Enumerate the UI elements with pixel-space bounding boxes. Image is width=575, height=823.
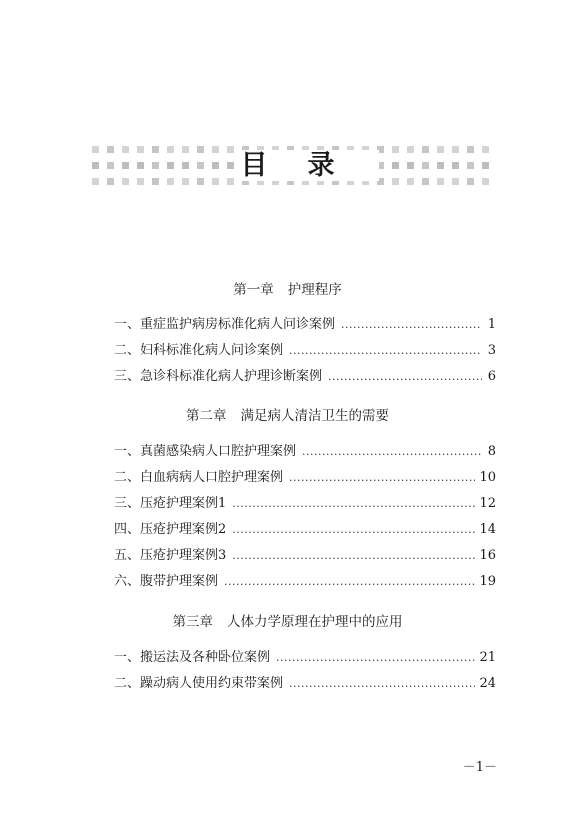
dot-leader (232, 546, 475, 566)
chapter-heading-1 (0, 280, 575, 300)
dot-leader (341, 315, 482, 335)
toc-entry-page: 12 (479, 496, 496, 511)
dot-leader (289, 674, 475, 694)
toc-entry[interactable] (114, 468, 496, 488)
toc-entry-page: 14 (479, 522, 496, 537)
chapter-heading-2 (0, 406, 575, 426)
toc-entry-label: 一、搬运法及各种卧位案例 (114, 650, 271, 665)
toc-entry-page: 24 (479, 676, 496, 691)
toc-entry-label: 三、压疮护理案例1 (114, 496, 227, 511)
toc-entry[interactable] (114, 546, 496, 566)
toc-banner (0, 140, 575, 192)
toc-entry[interactable] (114, 494, 496, 514)
dot-leader (224, 572, 475, 592)
chapter-heading-3 (0, 612, 575, 632)
toc-entry[interactable] (114, 442, 496, 462)
toc-entry-label: 四、压疮护理案例2 (114, 522, 227, 537)
toc-entry-page: 19 (479, 574, 496, 589)
toc-entry-page: 6 (487, 369, 496, 384)
toc-entry-page: 8 (487, 444, 496, 459)
toc-entry-label: 五、压疮护理案例3 (114, 548, 227, 563)
chapter-title: 满足病人清洁卫生的需要 (240, 408, 389, 424)
chapter-title: 人体力学原理在护理中的应用 (227, 614, 403, 630)
toc-entry-page: 1 (487, 317, 496, 332)
chapter-number: 第二章 (186, 408, 227, 424)
toc-entry[interactable] (114, 520, 496, 540)
dot-leader (289, 468, 475, 488)
dot-leader (232, 494, 475, 514)
toc-entry-label: 一、重症监护病房标准化病人问诊案例 (114, 317, 336, 332)
toc-entry[interactable] (114, 674, 496, 694)
dot-leader (276, 648, 475, 668)
dot-leader (328, 367, 482, 387)
toc-entry-label: 一、真菌感染病人口腔护理案例 (114, 444, 297, 459)
toc-entry[interactable] (114, 315, 496, 335)
toc-entry-page: 16 (479, 548, 496, 563)
toc-entry-page: 21 (479, 650, 496, 665)
toc-entry-label: 六、腹带护理案例 (114, 574, 219, 589)
chapter-number: 第一章 (233, 282, 274, 298)
dot-leader (302, 442, 482, 462)
toc-entry-page: 3 (487, 343, 496, 358)
toc-entry-label: 二、躁动病人使用约束带案例 (114, 676, 284, 691)
toc-entry[interactable] (114, 648, 496, 668)
toc-entry-label: 二、白血病病人口腔护理案例 (114, 470, 284, 485)
dot-leader (232, 520, 475, 540)
chapter-title: 护理程序 (287, 282, 342, 298)
chapter-number: 第三章 (172, 614, 213, 630)
page-number: －1－ (462, 760, 497, 775)
toc-entry[interactable] (114, 341, 496, 361)
toc-entry-page: 10 (479, 470, 496, 485)
toc-title: 目录 (0, 144, 575, 188)
toc-entry-label: 三、急诊科标准化病人护理诊断案例 (114, 369, 323, 384)
toc-entry[interactable] (114, 367, 496, 387)
dot-leader (289, 341, 482, 361)
toc-entry[interactable] (114, 572, 496, 592)
toc-entry-label: 二、妇科标准化病人问诊案例 (114, 343, 284, 358)
